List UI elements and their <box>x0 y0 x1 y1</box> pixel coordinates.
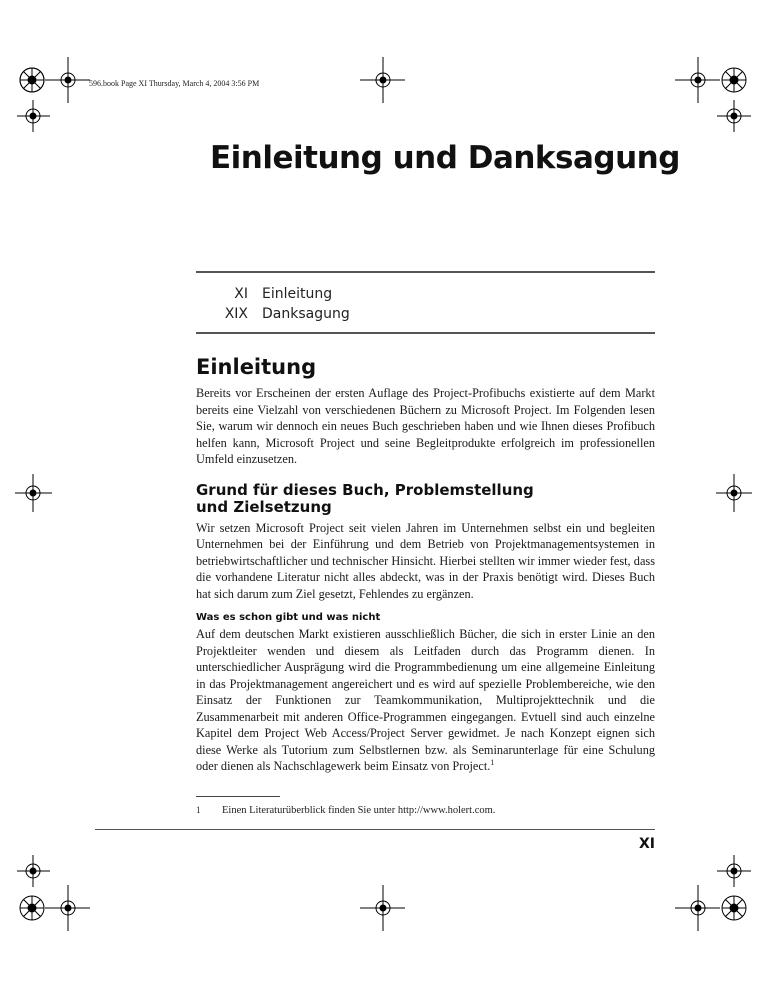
chapter-body <box>196 355 655 775</box>
subsection-paragraph: Wir setzen Microsoft Project seit vielen Jahren im Unternehmen selbst ein und begleiten Unternehmen bei der Einführung und dem Betrieb von Projektmanagementsystemen in betriebwirtschaftlicher und technischer Hinsicht. Hierbei stellten wir immer wieder fest, dass die vorhandene Literatur nicht alles abdeckt, was in der Praxis benötigt wird. Dieses Buch hat sich darum zum Ziel gesetzt, Fehlendes zu ergänzen. <box>196 520 655 601</box>
crosshair-icon <box>716 474 752 512</box>
page-number: XI <box>638 836 655 852</box>
print-slug: 596.book Page XI Thursday, March 4, 2004 3:56 PM <box>89 79 260 88</box>
chapter-title: Einleitung und Danksagung <box>210 140 680 176</box>
crosshair-icon <box>360 57 405 103</box>
footer-rule <box>95 829 655 830</box>
crosshair-icon <box>717 100 751 132</box>
crosshair-icon <box>15 474 52 512</box>
toc-page-number: XIX <box>224 306 248 322</box>
crosshair-icon <box>17 855 50 887</box>
registration-rosette-icon <box>20 896 44 920</box>
crosshair-icon <box>17 100 50 132</box>
footnote-reference[interactable]: 1 <box>490 757 495 767</box>
minor-heading: Was es schon gibt und was nicht <box>196 612 381 623</box>
crosshair-icon <box>675 57 720 103</box>
footnote-rule <box>196 796 280 797</box>
registration-rosette-icon <box>722 896 746 920</box>
toc-label: Danksagung <box>262 306 350 322</box>
footnote <box>196 805 655 816</box>
section-heading: Einleitung <box>196 355 317 379</box>
chapter-toc <box>196 284 655 324</box>
registration-rosette-icon <box>722 68 746 92</box>
toc-entry[interactable] <box>196 304 655 324</box>
crosshair-icon <box>717 855 751 887</box>
toc-page-number: XI <box>234 286 248 302</box>
toc-label: Einleitung <box>262 286 333 302</box>
crosshair-icon <box>45 885 90 931</box>
toc-bottom-rule <box>196 332 655 334</box>
toc-entry[interactable] <box>196 284 655 304</box>
minor-paragraph <box>196 626 655 775</box>
crosshair-icon <box>675 885 720 931</box>
footnote-number: 1 <box>196 805 201 815</box>
intro-paragraph: Bereits vor Erscheinen der ersten Auflage des Project-Profibuchs existierte auf dem Markt bereits eine Vielzahl von verschiedenen Büchern zu Microsoft Project. Im Folgenden lesen Sie, warum wir dennoch ein neues Buch geschrieben haben und wie Ihnen dieses Profibuch helfen kann, Microsoft Project und seine Begleitprodukte erfolgreich im professionellen Umfeld einzusetzen. <box>196 386 655 466</box>
minor-paragraph-text: Auf dem deutschen Markt existieren ausschließlich Bücher, die sich in erster Linie an den Projektleiter wenden und diesem als Leitfaden durch das Programm dienen. In unterschiedlicher Ausprägung wird die Programmbedienung um eine allgemeine Einleitung in das Projektmanagement angereichert und es wird auf spezielle Problembereiche, wie den Einsatz der Funktionen zur Teamkommunikation, Multiprojekttechnik und die Zusammenarbeit mit anderen Office-Programmen eingegangen. Evtuell sind auch einzelne Kapitel dem Project Web Access/Project Server gewidmet. Je nach Konzept eignen sich diese Werke als Tutorium zum Selbstlernen bzw. als Seminarunterlage für eine Schulung oder dienen als Nachschlagewerk beim Einsatz von Project. <box>196 627 655 773</box>
footnote-text: Einen Literaturüberblick finden Sie unter http://www.holert.com. <box>222 805 496 816</box>
registration-rosette-icon <box>20 68 44 92</box>
crosshair-icon <box>360 885 405 931</box>
subsection-heading: Grund für dieses Buch, Problemstellung und Zielsetzung <box>196 480 534 516</box>
crosshair-icon <box>45 57 90 103</box>
toc-top-rule <box>196 271 655 273</box>
